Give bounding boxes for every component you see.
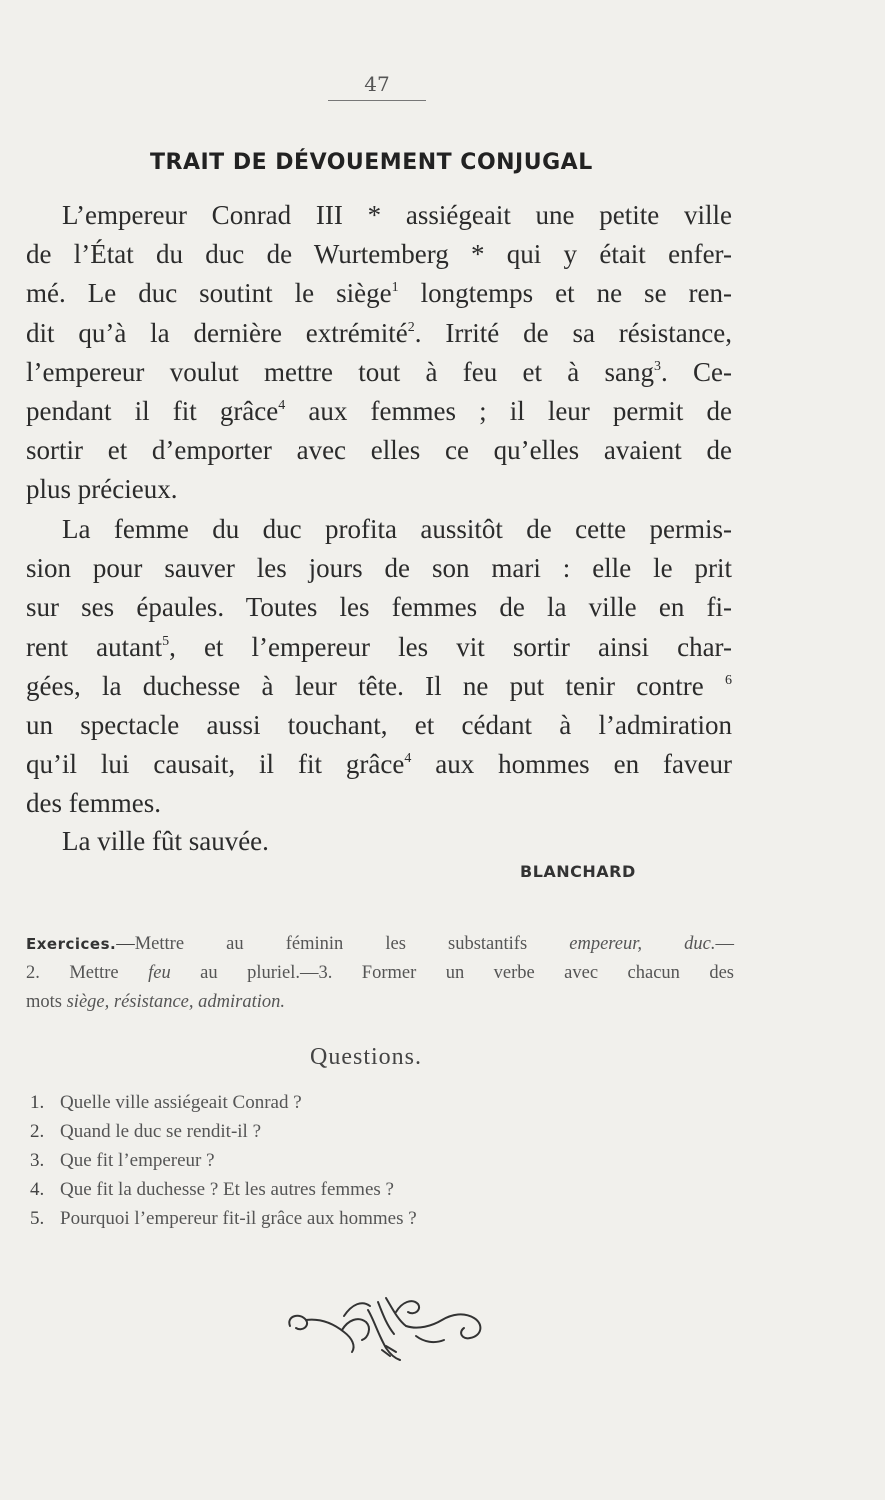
text-line: rent autant$^5$, et l’empereur les vit sortir ainsi char- (26, 631, 732, 662)
text-line: L’empereur Conrad III * assiégeait une petite ville (62, 200, 732, 230)
text-line: La ville fût sauvée. (62, 826, 269, 856)
footnote-ref: 6 (725, 672, 732, 688)
footnote-ref: 3 (653, 358, 661, 374)
text-line: plus précieux. (26, 474, 178, 505)
exercise-line: Exercices.—Mettre au féminin les substantifs empereur, duc.— (26, 934, 734, 954)
text-line: sur ses épaules. Toutes les femmes de la ville en fi- (26, 592, 732, 623)
paragraph-2 (26, 510, 732, 824)
footnote-ref: 1 (391, 280, 399, 296)
list-item: 5. Pourquoi l’empereur fit-il grâce aux hommes ? (30, 1208, 417, 1229)
footnote-ref: 4 (404, 751, 412, 767)
list-item: 3. Que fit l’empereur ? (30, 1150, 215, 1171)
chapter-title: TRAIT DE DÉVOUEMENT CONJUGAL (150, 150, 593, 175)
exercises-block (26, 930, 734, 1017)
text-line: de l’État du duc de Wurtemberg * qui y était enfer- (26, 239, 732, 270)
text-line: l’empereur voulut mettre tout à feu et à sang$^3$. Ce- (26, 356, 732, 387)
text-line: des femmes. (26, 788, 161, 819)
text-line: gées, la duchesse à leur tête. Il ne put tenir contre $^6$ (26, 670, 732, 701)
exercise-line: mots siège, résistance, admiration. (26, 992, 285, 1012)
text-line: un spectacle aussi touchant, et cédant à l’admiration (26, 709, 732, 740)
text-line: sion pour sauver les jours de son mari : elle le prit (26, 553, 732, 584)
exercises-label: Exercices. (26, 935, 117, 953)
text-line: qu’il lui causait, il fit grâce$^4$ aux hommes en faveur (26, 749, 732, 780)
page-number-rule (328, 100, 426, 101)
footnote-ref: 4 (278, 397, 286, 413)
text-line: mé. Le duc soutint le siège$^1$ longtemps et ne se ren- (26, 278, 733, 309)
list-item: 1. Quelle ville assiégeait Conrad ? (30, 1092, 302, 1113)
list-item: 2. Quand le duc se rendit-il ? (30, 1121, 262, 1142)
exercise-line: 2. Mettre feu au pluriel.—3. Former un verbe avec chacun des (26, 963, 735, 983)
questions-heading: Questions. (310, 1044, 422, 1070)
paragraph-1 (26, 196, 732, 510)
footnote-ref: 5 (162, 633, 170, 649)
text-line: La femme du duc profita aussitôt de cette permis- (62, 514, 732, 544)
questions-list (30, 1088, 417, 1233)
author-signature: BLANCHARD (520, 862, 636, 881)
footnote-ref: 2 (407, 319, 415, 335)
scroll-flourish-icon (282, 1290, 492, 1370)
text-line: pendant il fit grâce$^4$ aux femmes ; il leur permit de (26, 395, 732, 426)
text-line: dit qu’à la dernière extrémité$^2$. Irrité de sa résistance, (26, 317, 732, 348)
text-line: sortir et d’emporter avec elles ce qu’elles avaient de (26, 435, 732, 466)
paragraph-3 (26, 822, 732, 861)
list-item: 4. Que fit la duchesse ? Et les autres femmes ? (30, 1179, 394, 1200)
page-number: 47 (364, 72, 390, 96)
